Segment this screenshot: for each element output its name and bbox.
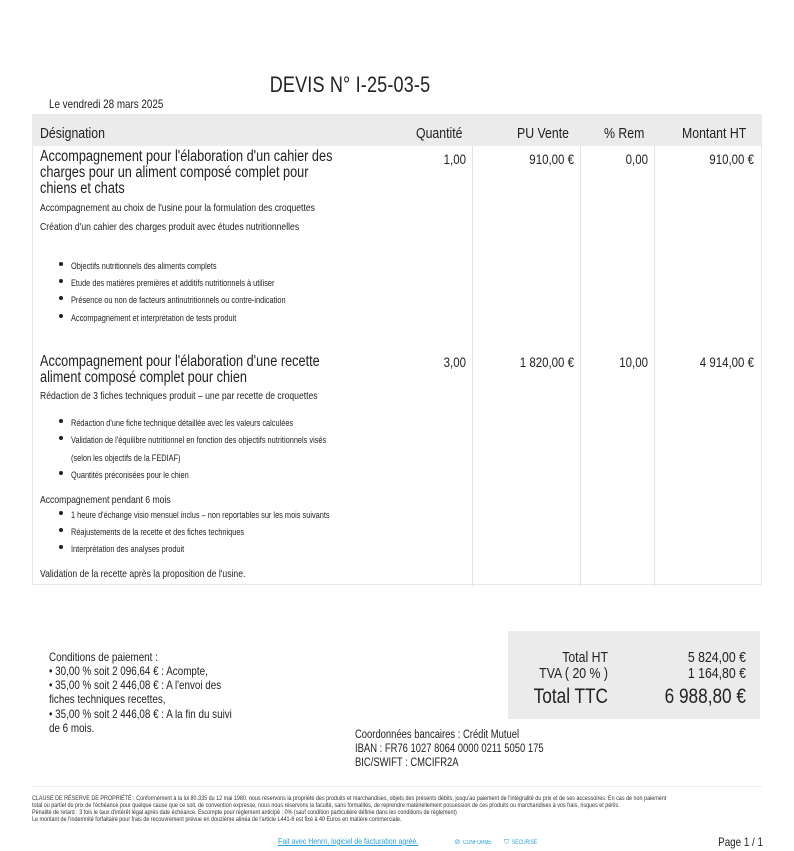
column-divider [472,146,473,586]
row-unit-price: 1 820,00 € [519,354,574,370]
totals-box [508,631,760,719]
total-ht-label: Total HT [562,649,608,666]
row-quantity: 3,00 [443,354,466,370]
final-note: Validation de la recette après la proposition de l'usine. [40,568,246,580]
shield-icon: ⛉ [504,839,510,846]
header-designation: Désignation [40,125,105,142]
bullet-icon [59,511,63,515]
header-discount: % Rem [604,125,645,142]
bullet-text: Rédaction d'une fiche technique détaillée avec les valeurs calculées [71,418,294,428]
tva-value: 1 164,80 € [687,665,746,682]
bank-line: BIC/SWIFT : CMCIFR2A [355,757,459,769]
condition-line: Conditions de paiement : [49,650,158,664]
bullet-text: Etude des matières premières et additifs nutritionnels à utiliser [71,278,275,288]
header-unit-price: PU Vente [517,125,569,142]
bank-details [355,729,615,773]
bullet-icon [59,279,63,283]
bullet-text: Réajustements de la recette et des fiches techniques [71,527,245,537]
legal-line: Le montant de l'indemnité forfaitaire pour frais de recouvrement prévue en douzième alinéa de l'article L441-6 est fixé à 40 Euros en matière commerciale. [32,816,402,823]
document-date: Le vendredi 28 mars 2025 [49,97,164,111]
bullet-icon [59,545,63,549]
bullet-icon [59,296,63,300]
legal-line: CLAUSE DE RÉSERVE DE PROPRIÉTÉ : Conformément à la loi 80.335 du 12 mai 1980, nous réservons la propriété des produits et marchandises, objets des présents débits, jusqu'au paiement de l'intégralité du prix et de ses accessoires. En cas de non paiement [32,795,667,802]
header-quantity: Quantité [416,125,463,142]
condition-line: fiches techniques recettes, [49,692,166,706]
bullet-text: Validation de l'équilibre nutritionnel en fonction des objectifs nutritionnels visés [71,435,327,445]
column-divider [654,146,655,586]
software-link[interactable]: Fait avec Henrri, logiciel de facturation agréé. [278,836,419,846]
bullet-icon [59,436,63,440]
row-title-line: aliment composé complet pour chien [40,369,247,386]
document-title: DEVIS N° I-25-03-5 [269,72,431,97]
column-divider [580,146,581,586]
row-amount: 4 914,00 € [699,354,754,370]
header-amount: Montant HT [682,125,747,142]
row-unit-price: 910,00 € [529,151,574,167]
bullet-icon [59,419,63,423]
condition-line: • 35,00 % soit 2 446,08 € : A la fin du suivi [49,707,232,721]
row-title-line: Accompagnement pour l'élaboration d'une recette [40,353,320,370]
condition-line: • 35,00 % soit 2 446,08 € : A l'envoi des [49,678,222,692]
row-description: Rédaction de 3 fiches techniques produit – une par recette de croquettes [40,390,318,402]
quote-table [32,114,762,586]
conforme-badge: CONFORME [462,840,492,846]
securise-badge: SÉCURISÉ [511,840,537,846]
bullet-icon [59,471,63,475]
software-credit [278,836,542,847]
bank-line: IBAN : FR76 1027 8064 0000 0211 5050 175 [355,743,544,755]
total-ttc-label: Total TTC [533,685,608,708]
row-quantity: 1,00 [443,151,466,167]
bullet-icon [59,262,63,266]
footer-separator [32,786,762,787]
bullet-text: Quantités préconisées pour le chien [71,470,189,480]
condition-line: • 30,00 % soit 2 096,64 € : Acompte, [49,664,208,678]
bank-line: Coordonnées bancaires : Crédit Mutuel [355,729,520,741]
row-title-line: Accompagnement pour l'élaboration d'un cahier des [40,148,333,165]
table-header [32,114,762,146]
follow-up-title: Accompagnement pendant 6 mois [40,494,171,506]
condition-line: de 6 mois. [49,721,95,735]
row-description: Création d'un cahier des charges produit avec études nutritionnelles [40,221,300,233]
payment-conditions [49,651,269,741]
bullet-text-continuation: (selon les objectifs de la FEDIAF) [71,453,181,463]
bullet-text: Présence ou non de facteurs antinutritionnels ou contre-indication [71,295,286,305]
tva-label: TVA ( 20 % ) [539,665,608,682]
row-amount: 910,00 € [709,151,754,167]
bullet-text: Interprétation des analyses produit [71,544,185,554]
bullet-text: 1 heure d'échange visio mensuel inclus – non reportables sur les mois suivants [71,510,330,520]
legal-line: Pénalité de retard : 3 fois le taux d'intérêt légal après date échéance. Escompte pour règlement anticipé : 0% (sauf condition particulière définie dans les conditions de règlement) [32,809,457,816]
bullet-icon [59,314,63,318]
bullet-text: Objectifs nutritionnels des aliments complets [71,261,217,271]
row-description: Accompagnement au choix de l'usine pour la formulation des croquettes [40,202,315,214]
legal-line: total ou partiel du prix de l'échéance pour quelque cause que ce soit, de convention expresse, nous nous réservons la faculté, sans formalités, de reprendre matériellement possession de ces produits ou marchandises à vos frais, risques et périls. [32,802,620,809]
total-ttc-value: 6 988,80 € [664,685,746,708]
bullet-text: Accompagnement et interprétation de tests produit [71,313,237,323]
page-number: Page 1 / 1 [718,835,763,849]
total-ht-value: 5 824,00 € [687,649,746,666]
row-discount: 10,00 [619,354,648,370]
row-discount: 0,00 [625,151,648,167]
row-title-line: charges pour un aliment composé complet pour [40,164,309,181]
row-title-line: chiens et chats [40,180,125,197]
check-circle-icon: ⊘ [454,839,461,846]
bullet-icon [59,528,63,532]
